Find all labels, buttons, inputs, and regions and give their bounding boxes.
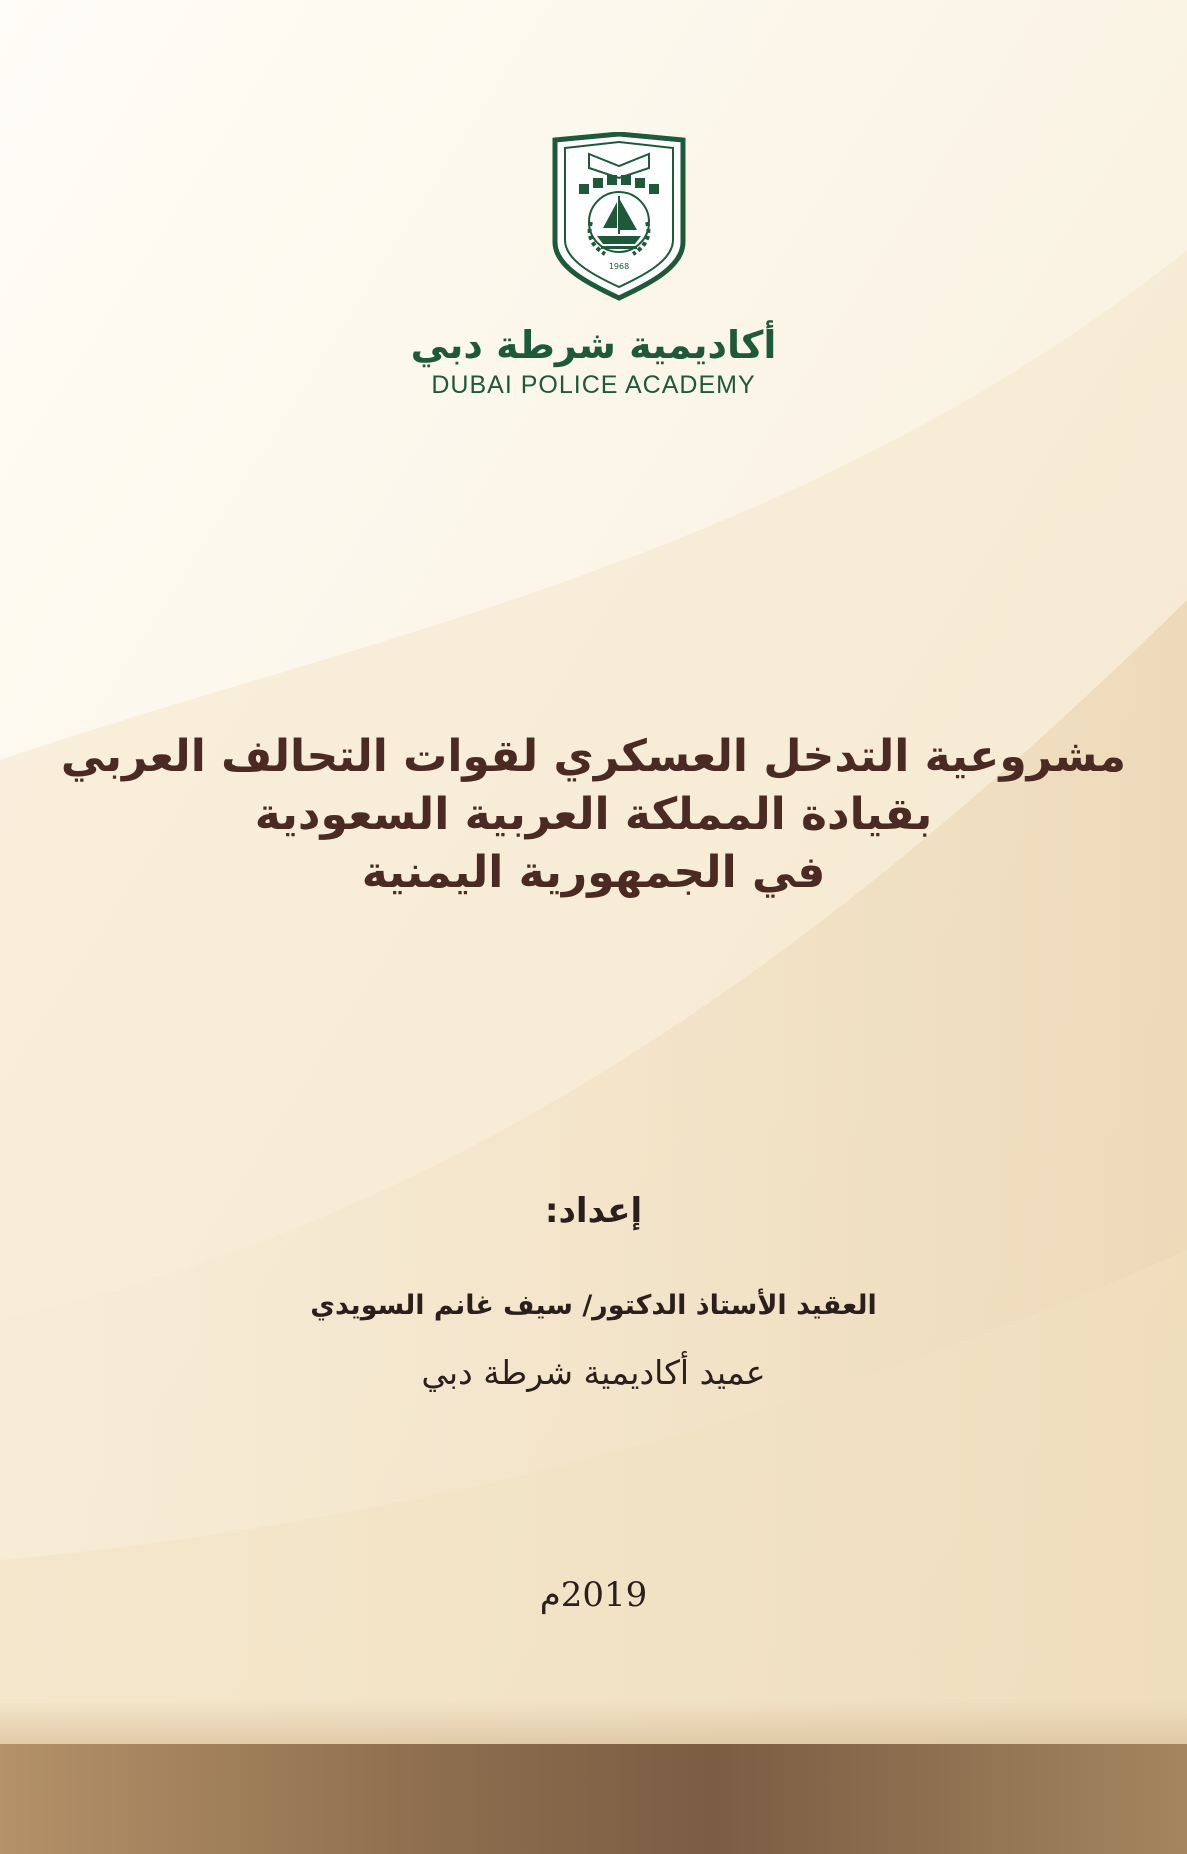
bottom-color-band xyxy=(0,1744,1187,1854)
document-title xyxy=(60,728,1127,902)
shield-logo-icon xyxy=(549,132,689,302)
title-line-3: في الجمهورية اليمنية xyxy=(361,847,826,898)
title-line-1: مشروعية التدخل العسكري لقوات التحالف العربي xyxy=(60,731,1127,782)
author-name: العقيد الأستاذ الدكتور/ سيف غانم السويدي xyxy=(310,1290,877,1321)
bottom-band-fade xyxy=(0,1700,1187,1744)
academy-name-arabic: أكاديمية شرطة دبي xyxy=(410,323,777,367)
academy-emblem xyxy=(549,132,689,302)
publication-year: 2019م xyxy=(539,1575,648,1615)
title-line-2: بقيادة المملكة العربية السعودية xyxy=(254,789,933,840)
author-role: عميد أكاديمية شرطة دبي xyxy=(421,1353,766,1392)
prepared-by-label: إعداد: xyxy=(544,1191,643,1231)
emblem-year: 1968 xyxy=(608,262,630,271)
academy-name-english: DUBAI POLICE ACADEMY xyxy=(431,371,756,399)
